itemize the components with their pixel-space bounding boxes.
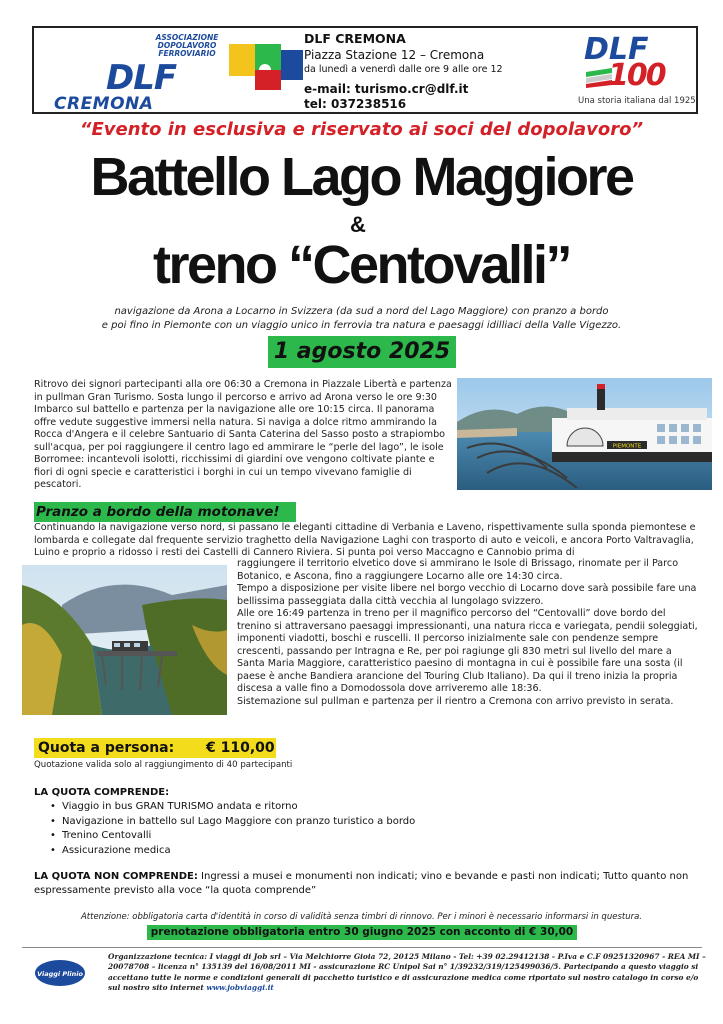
dlf-100-logo bbox=[578, 32, 696, 112]
header-box bbox=[32, 26, 698, 114]
event-date: 1 agosto 2025 bbox=[268, 336, 456, 368]
cremona-logo-text: CREMONA bbox=[54, 94, 154, 114]
email-link[interactable]: e-mail: turismo.cr@dlf.it bbox=[304, 82, 469, 96]
excludes-block bbox=[34, 870, 700, 898]
subtitle bbox=[60, 305, 663, 333]
price-box bbox=[34, 738, 276, 758]
association-text: ASSOCIAZIONE DOPOLAVORO FERROVIARIO bbox=[155, 33, 219, 58]
dlf-logo-text: DLF bbox=[106, 58, 177, 98]
footer-logo-text: Viaggi Plinio bbox=[37, 970, 83, 978]
org-name: DLF CREMONA bbox=[304, 31, 406, 46]
includes-item: • Trenino Centovalli bbox=[50, 829, 415, 844]
includes-item: • Viaggio in bus GRAN TURISMO andata e ritorno bbox=[50, 800, 415, 815]
footer-legal-text: Organizzazione tecnica: I viaggi di Job srl – Via Melchiorre Gioia 72, 20125 Milano - Tel: +39 02.29412138 - P.Iva e C.F 09251320967 - REA MI – 20078708 – licenza n° 135139 del 16/08/2011 MI - assicurazione RC Unipol Sai n° 1/39232/319/125499036/5. Partecipando a questo viaggio si accettano tutte le norme e condizioni generali di pacchetto turistico e di assicurazione medica come riportato sul nostro catalogo in corso e/o sul nostro sito internet www.jobviaggi.it bbox=[108, 952, 706, 992]
includes-list bbox=[50, 800, 415, 858]
subtitle-line1: navigazione da Arona a Locarno in Svizzera (da sud a nord del Lago Maggiore) con pranzo a bordo bbox=[114, 306, 609, 317]
main-title-line1: Battello Lago Maggiore bbox=[90, 147, 633, 207]
paragraph-3-part-2: Tempo a disposizione per visite libere nel borgo vecchio di Locarno dove sarà possibile fare una bellissima passeggiata dalla città vecchia al lungolago svizzero. bbox=[237, 583, 697, 607]
dlf-cremona-logo bbox=[44, 32, 294, 112]
price-amount: € 110,00 bbox=[206, 740, 275, 756]
viaggi-plinio-logo bbox=[34, 958, 86, 988]
price-note: Quotazione valida solo al raggiungimento di 40 partecipanti bbox=[34, 760, 293, 770]
phone-number[interactable]: tel: 037238516 bbox=[304, 97, 407, 111]
main-title-line2: treno “Centovalli” bbox=[152, 235, 571, 295]
includes-item: • Assicurazione medica bbox=[50, 844, 415, 859]
puzzle-icon bbox=[219, 36, 309, 92]
website-link[interactable]: www.jobviaggi.it bbox=[206, 982, 274, 992]
dlf-100-number: 100 bbox=[608, 58, 665, 93]
subtitle-line2: e poi fino in Piemonte con un viaggio unico in ferrovia tra natura e paesaggi idilliaci della Valle Vigezzo. bbox=[101, 320, 622, 331]
excludes-text: Ingressi a musei e monumenti non indicati; vino e bevande e pasti non indicati; Tutto quanto non espressamente previsto alla voce “la quota comprende” bbox=[34, 871, 689, 896]
paragraph-3-part-3: Alle ore 16:49 partenza in treno per il magnifico percorso del “Centovalli” dove bordo del trenino si attraversano paesaggi impressionanti, una natura ricca e variegata, pendii soleggiati, imponenti viadotti, boschi e ruscelli. Il percorso inizialmente sale con pendenze sempre crescenti, passando per Intragna e Re, per poi ragiunge gli 830 metri sul livello del mare a Santa Maria Maggiore, caratteristico paesino di montagna in cui è possibile fare una sosta (il paese è anche Bandiera arancione del Touring Club Italiano). Da qui il treno inizia la propria discesa a valle fino a Domodossola dove arriveremo alle 18:36. bbox=[237, 608, 698, 694]
train-photo bbox=[22, 565, 227, 715]
title-ampersand: & bbox=[350, 212, 366, 237]
itinerary-paragraph-3 bbox=[237, 558, 699, 708]
includes-title: LA QUOTA COMPRENDE: bbox=[34, 787, 170, 798]
exclusive-event-line: “Evento in esclusiva e riservato ai soci del dopolavoro” bbox=[79, 119, 644, 140]
boat-name-label: PIEMONTE bbox=[612, 443, 642, 450]
paragraph-3-part-4: Sistemazione sul pullman e partenza per il rientro a Cremona con arrivo previsto in serata. bbox=[237, 695, 674, 707]
dlf-100-tagline: Una storia italiana dal 1925 bbox=[578, 96, 696, 106]
id-card-notice: Attenzione: obbligatoria carta d'identità in corso di validità senza timbri di rinnovo. Per i minori è necessario informarsi in questura. bbox=[80, 912, 643, 922]
itinerary-paragraph-1: Ritrovo dei signori partecipanti alla ore 06:30 a Cremona in Piazzale Libertà e partenza in pullman Gran Turismo. Sosta lungo il percorso e arrivo ad Arona verso le ore 9:30 Imbarco sul battello e partenza per la navigazione alle ore 10:15 circa. Il panorama offre vedute suggestive immersi nella natura. Si naviga a dolce ritmo ammirando la Rocca d'Angera e il celebre Santuario di Santa Caterina del Sasso posto a strapiombo sull'acqua, per poi raggiungere il centro lago ed ammirare le “perle del lago”, le isole Borromee: incantevoli isolotti, ricchissimi di giardini ove vengono coltivate piante e fiori di ogni specie e caratteristici i borghi in cui un tempo vivevano famiglie di pescatori. bbox=[34, 379, 452, 490]
paragraph-3-part-1: raggiungere il territorio elvetico dove si ammirano le Isole di Brissago, rinomate per il Parco Botanico, e Ascona, fino a raggiungere Locarno alle ore 14:30 circa. bbox=[237, 558, 679, 582]
excludes-title: LA QUOTA NON COMPRENDE: bbox=[34, 871, 198, 882]
contact-block bbox=[304, 31, 534, 111]
price-label: Quota a persona: bbox=[38, 740, 175, 756]
footer-divider bbox=[22, 947, 702, 948]
includes-item: • Navigazione in battello sul Lago Maggiore con pranzo turistico a bordo bbox=[50, 815, 415, 830]
address: Piazza Stazione 12 – Cremona bbox=[304, 48, 485, 62]
opening-hours: da lunedì a venerdì dalle ore 9 alle ore 12 bbox=[304, 64, 503, 75]
itinerary-paragraph-2: Continuando la navigazione verso nord, si passano le eleganti cittadine di Verbania e Laveno, rispettivamente sulla sponda piemontese e lombarda e collegate dal frequente servizio traghetto della Navigazione Laghi con trasporto di auto e veicoli, e ancora Porto Valtravaglia, Luino e proprio a ridosso i resti dei Castelli di Cannero Riviera. Si punta poi verso Maccagno e Cannobio prima di bbox=[34, 522, 696, 558]
lunch-on-board-heading: Pranzo a bordo della motonave! bbox=[34, 502, 296, 522]
booking-deadline: prenotazione obbligatoria entro 30 giugno 2025 con acconto di € 30,00 bbox=[147, 925, 577, 940]
dlf-100-letters: DLF bbox=[584, 32, 649, 67]
boat-photo bbox=[457, 378, 712, 490]
